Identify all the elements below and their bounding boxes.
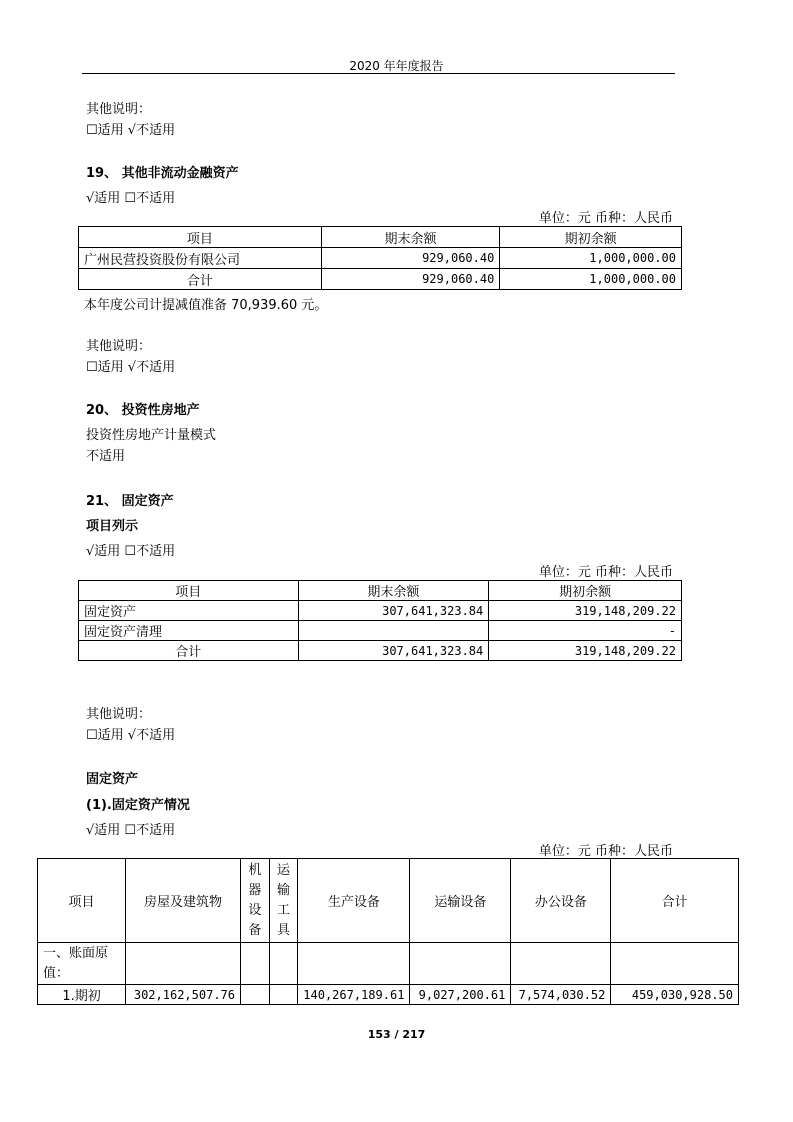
cell-empty <box>511 943 611 985</box>
col-header-total: 合计 <box>611 859 739 943</box>
cell-opening: - <box>489 621 682 641</box>
page-header-title: 2020 年年度报告 <box>349 59 444 73</box>
table-row <box>79 621 682 641</box>
cell-empty <box>269 943 298 985</box>
table-fixed-assets-summary <box>78 580 682 661</box>
header-char: 设 <box>248 902 262 918</box>
cell-closing: 307,641,323.84 <box>298 601 489 621</box>
table-fixed-assets-detail <box>37 858 739 1005</box>
other-note-label: 其他说明： <box>86 707 152 722</box>
cell-empty <box>611 943 739 985</box>
col-header-item: 项目 <box>38 859 126 943</box>
col-header-transport-equipment: 运输设备 <box>410 859 511 943</box>
cell-buildings: 302,162,507.76 <box>126 985 241 1005</box>
cell-opening: 1,000,000.00 <box>500 248 682 269</box>
cell-closing: 307,641,323.84 <box>298 641 489 661</box>
col-header-opening-balance: 期初余额 <box>500 227 682 248</box>
cell-closing: 929,060.40 <box>321 248 500 269</box>
header-char: 具 <box>276 922 290 938</box>
other-note-label: 其他说明： <box>86 339 152 354</box>
impairment-note: 本年度公司计提减值准备 70,939.60 元。 <box>84 298 328 313</box>
header-char: 工 <box>276 902 290 918</box>
cell-item: 1.期初 <box>38 985 126 1005</box>
table-row-total <box>79 641 682 661</box>
section-21-title: 21、 固定资产 <box>86 494 174 509</box>
col-header-opening-balance: 期初余额 <box>489 581 682 601</box>
cell-machinery <box>241 985 270 1005</box>
cell-empty <box>241 943 270 985</box>
cell-opening: 319,148,209.22 <box>489 641 682 661</box>
table-row <box>38 985 739 1005</box>
cell-closing: 929,060.40 <box>321 269 500 290</box>
header-char: 器 <box>248 882 262 898</box>
col-header-closing-balance: 期末余额 <box>298 581 489 601</box>
table-row <box>79 248 682 269</box>
unit-currency-label: 单位：元 币种：人民币 <box>538 565 673 580</box>
fixed-assets-subtitle: (1).固定资产情况 <box>86 798 190 813</box>
cell-opening: 1,000,000.00 <box>500 269 682 290</box>
applicability-check: ☐适用 √不适用 <box>86 728 176 743</box>
header-char: 输 <box>276 882 290 898</box>
measurement-mode-label: 投资性房地产计量模式 <box>86 428 217 443</box>
cell-item: 固定资产 <box>79 601 299 621</box>
table-row <box>38 943 739 985</box>
header-char: 运 <box>276 862 290 878</box>
section-19-title: 19、 其他非流动金融资产 <box>86 166 239 181</box>
cell-item: 合计 <box>79 641 299 661</box>
header-char: 备 <box>248 922 262 938</box>
col-header-office-equipment: 办公设备 <box>511 859 611 943</box>
header-char: 机 <box>248 862 262 878</box>
cell-empty <box>298 943 410 985</box>
section-21-subtitle: 项目列示 <box>86 519 139 534</box>
col-header-production-equipment: 生产设备 <box>298 859 410 943</box>
cell-production-equipment: 140,267,189.61 <box>298 985 410 1005</box>
table-row <box>79 601 682 621</box>
col-header-machinery <box>241 859 270 943</box>
cell-empty <box>410 943 511 985</box>
cell-transport-equipment: 9,027,200.61 <box>410 985 511 1005</box>
cell-empty <box>126 943 241 985</box>
section-20-title: 20、 投资性房地产 <box>86 403 200 418</box>
table-row-total <box>79 269 682 290</box>
cell-total: 459,030,928.50 <box>611 985 739 1005</box>
page-number: 153 / 217 <box>367 1028 426 1041</box>
cell-item: 固定资产清理 <box>79 621 299 641</box>
applicability-check: √适用 ☐不适用 <box>86 823 176 838</box>
col-header-item: 项目 <box>79 227 322 248</box>
header-rule <box>82 73 675 74</box>
col-header-transport-tools <box>269 859 298 943</box>
applicability-check: ☐适用 √不适用 <box>86 123 176 138</box>
unit-currency-label: 单位：元 币种：人民币 <box>538 211 673 226</box>
cell-transport-tools <box>269 985 298 1005</box>
applicability-check: ☐适用 √不适用 <box>86 360 176 375</box>
col-header-closing-balance: 期末余额 <box>321 227 500 248</box>
applicability-check: √适用 ☐不适用 <box>86 191 176 206</box>
col-header-item: 项目 <box>79 581 299 601</box>
applicability-check: √适用 ☐不适用 <box>86 544 176 559</box>
unit-currency-label: 单位：元 币种：人民币 <box>538 844 673 859</box>
measurement-mode-value: 不适用 <box>86 449 126 464</box>
cell-item: 合计 <box>79 269 322 290</box>
table-other-noncurrent-financial-assets <box>78 226 682 290</box>
cell-item: 一、账面原值： <box>38 943 126 985</box>
other-note-label: 其他说明： <box>86 102 152 117</box>
col-header-buildings: 房屋及建筑物 <box>126 859 241 943</box>
cell-closing <box>298 621 489 641</box>
cell-office-equipment: 7,574,030.52 <box>511 985 611 1005</box>
cell-item: 广州民营投资股份有限公司 <box>79 248 322 269</box>
fixed-assets-title: 固定资产 <box>86 772 139 787</box>
cell-opening: 319,148,209.22 <box>489 601 682 621</box>
